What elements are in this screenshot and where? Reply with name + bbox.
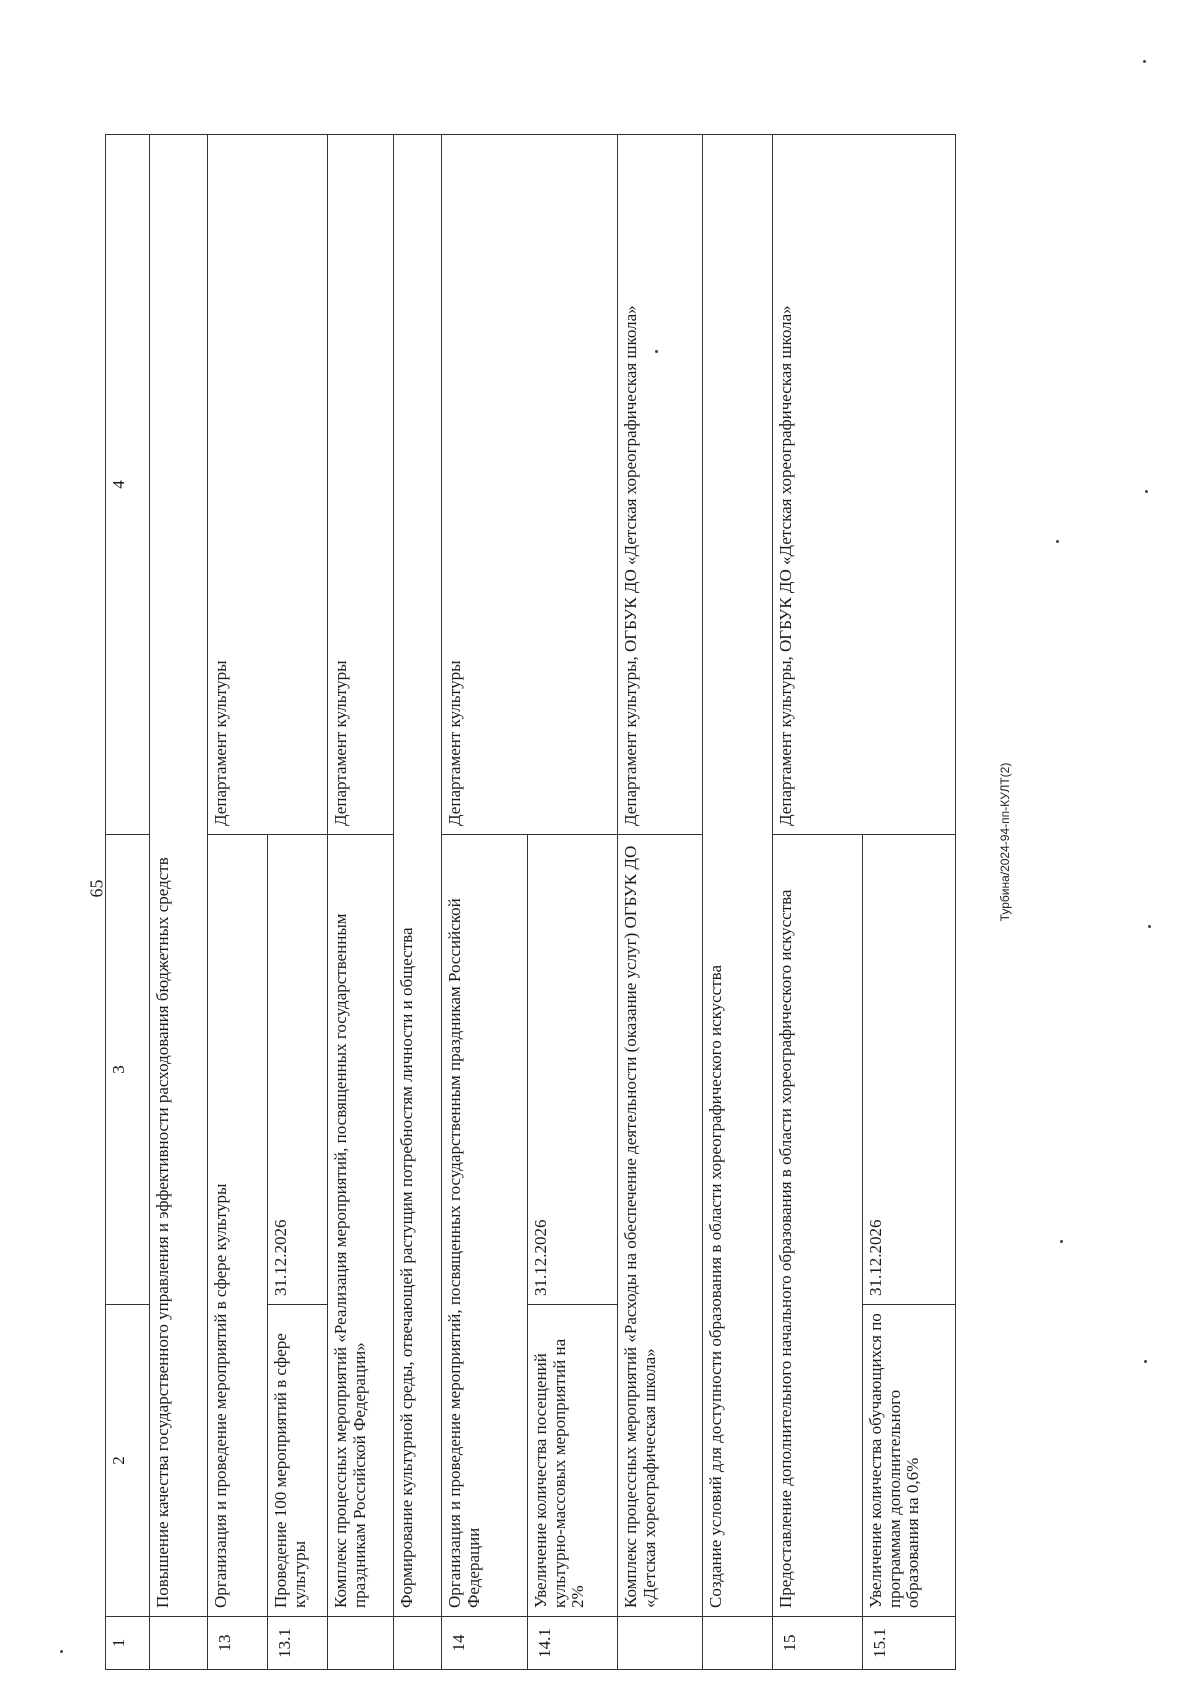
plan-table (105, 135, 1040, 1670)
scan-speck (1060, 1240, 1063, 1243)
table-row (442, 135, 528, 1670)
scan-speck (655, 350, 658, 353)
table-row (773, 135, 863, 1670)
result-text: Увеличение количества обучающихся по программам дополнительного образования на 0,6% (863, 1305, 956, 1617)
responsible: Департамент культуры (208, 135, 328, 835)
column-header-2: 2 (106, 1305, 150, 1617)
task-text: Предоставление дополнительного начального образования в области хореографического искусства (773, 835, 863, 1617)
row-number: 15.1 (863, 1617, 956, 1670)
responsible: Департамент культуры (328, 135, 394, 835)
section-title: Формирование культурной среды, отвечающей растущим потребностям личности и общества (394, 135, 442, 1617)
column-header-1: 1 (106, 1617, 150, 1670)
section-title: Повышение качества государственного управления и эффективности расходования бюджетных средств (150, 135, 208, 1617)
table-row (703, 135, 773, 1670)
row-number: 13 (208, 1617, 268, 1670)
task-text: Организация и проведение мероприятий, посвященных государственным праздникам Российской Федерации (442, 835, 528, 1617)
section-title: Создание условий для доступности образования в области хореографического искусства (703, 135, 773, 1617)
scan-speck (1145, 490, 1148, 493)
page-number: 65 (86, 879, 107, 898)
result-text: Увеличение количества посещений культурно-массовых мероприятий на 2% (528, 1305, 618, 1617)
header-row (106, 135, 150, 1670)
complex-text: Комплекс процессных мероприятий «Реализация мероприятий, посвященных государственным праздникам Российской Федерации» (328, 835, 394, 1617)
scan-speck (1148, 925, 1151, 928)
scan-speck (60, 1650, 63, 1653)
table-row (394, 135, 442, 1670)
table-row (150, 135, 208, 1670)
document-code: Турбина/2024-94-пп-КУЛТ(2) (998, 762, 1012, 922)
task-text: Организация и проведение мероприятий в сфере культуры (208, 835, 268, 1617)
row-number: 15 (773, 1617, 863, 1670)
table-row (208, 135, 268, 1670)
responsible: Департамент культуры, ОГБУК ДО «Детская хореографическая школа» (773, 135, 956, 835)
result-date: 31.12.2026 (528, 835, 618, 1305)
row-number: 14 (442, 1617, 528, 1670)
complex-text: Комплекс процессных мероприятий «Расходы на обеспечение деятельности (оказание услуг) ОГБУК ДО «Детская хореографическая школа» (618, 835, 703, 1617)
table-row (328, 135, 394, 1670)
scan-speck (1056, 540, 1059, 543)
scan-speck (1144, 1360, 1147, 1363)
row-number: 13.1 (268, 1617, 328, 1670)
column-header-3: 3 (106, 835, 150, 1305)
table-row (618, 135, 703, 1670)
row-number: 14.1 (528, 1617, 618, 1670)
scan-speck (1143, 60, 1146, 63)
result-date: 31.12.2026 (863, 835, 956, 1305)
result-text: Проведение 100 мероприятий в сфере культуры (268, 1305, 328, 1617)
responsible: Департамент культуры, ОГБУК ДО «Детская хореографическая школа» (618, 135, 703, 835)
result-date: 31.12.2026 (268, 835, 328, 1305)
column-header-4: 4 (106, 135, 150, 835)
responsible: Департамент культуры (442, 135, 618, 835)
